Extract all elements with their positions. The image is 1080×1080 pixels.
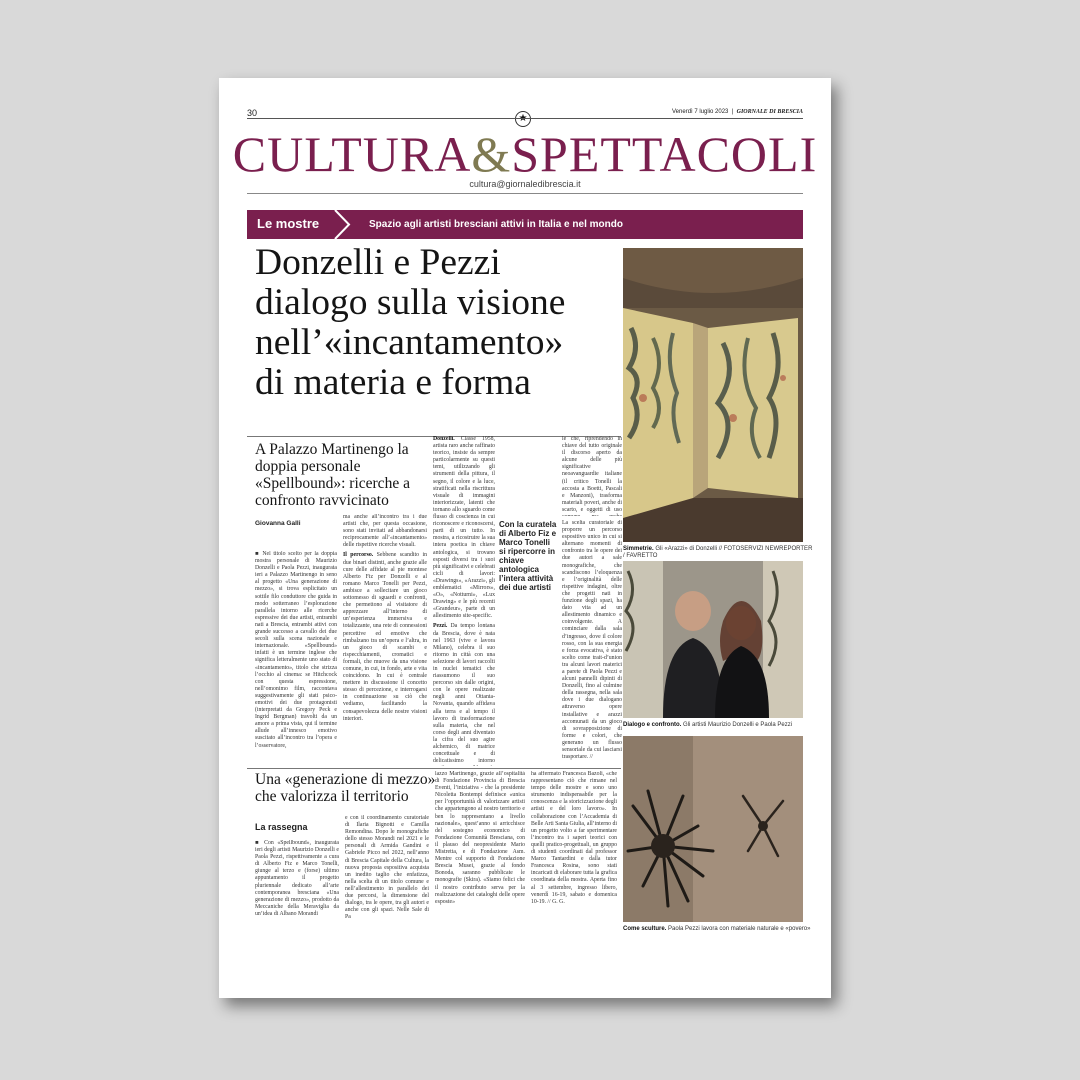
article-column-3 — [433, 436, 495, 766]
masthead-spettacoli: SPETTACOLI — [511, 126, 818, 182]
article-paragraph: ma anche all’incontro tra i due artisti che, per questa occasione, sono stati invitati ad abbandonarsi reciprocamente all’«incantamento» delle rispettive ricerche visuali. — [343, 514, 427, 549]
band-label: Le mostre — [257, 216, 320, 231]
caption-text: Gli «Arazzi» di Donzelli // FOTOSERVIZI NEWREPORTER / FAVRETTO — [623, 546, 813, 559]
pull-quote: Con la curatela di Alberto Fiz e Marco Tonelli si ripercorre in chiave antologica l’intera attività dei due artisti — [499, 520, 557, 592]
newspaper-page — [219, 78, 831, 998]
caption-photo-arazzi — [623, 546, 813, 560]
masthead-cultura: CULTURA — [232, 126, 472, 182]
paragraph-lead: Pezzi. — [433, 623, 448, 630]
photo-sculpture — [623, 736, 803, 922]
headline-line: dialogo sulla visione — [255, 282, 566, 323]
section-email: cultura@giornaledibrescia.it — [469, 179, 581, 189]
article-paragraph: Sebbene scandito in due binari distinti, anche grazie alle cure delle affidate al pie montese Alberto Fiz per Donzelli e al romano Marco Tonelli per Pezzi, ambisce a sollecitare un gioco sottomesso di sguardi e confronti, che permettono al visitatore di apprezzare all’interno di un’esperienza immersiva e totalizzante, una rete di connessioni percettive ed emotive che rimbalzano tra un’opera e l’altra, in un gioco di scambi e rispecchiamenti, cromatici e formali, che muove da una visione comune, in cui, in fondo, arte e vita coincidono. In cui è centrale mettere in discussione il concetto stesso di percezione, e interrogarsi in continuazione su ciò che vediamo, facilitando la consapevolezza delle nostre visioni interiori. — [343, 552, 427, 722]
photo-artists — [623, 561, 803, 718]
section-masthead — [219, 128, 831, 180]
article-paragraph: ■ Nel titolo scelto per la doppia mostra personale di Maurizio Donzelli e Paola Pezzi, inaugurata ieri a Palazzo Martinengo in seno al progetto «Una generazione di mezzo», si trova esplicitato un sottile filo conduttore che guida in modo sotterraneo l’esplorazione parallela intorno alle ricerche espressive dei due artisti, entrambi nati a Brescia, entrambi attivi con grande successo a cavallo dei due secoli sulla scena nazionale e internazionale. «Spellbound» infatti è un termine inglese che significa letteralmente uno stato di «incantamento», titolo che strizza l’occhio al cinema: se Hitchcock con questa espressione, nell’omonimo film, raccontava suggestivamente gli stati psico-emotivi dei due protagonisti (interpretati da Gregory Peck e Ingrid Bergman) travolti da un amore a prima vista, qui il termine allude all’innesco emotivo suscitato all’incontro tra l’opera e l’osservatore, — [255, 551, 337, 749]
article-paragraph: e con il coordinamento curatoriale di Ilaria Bignotti e Camilla Remondina. Dopo le monografiche dello stesso Morandi nel 2021 e le personali di Armida Gandini e Gabriele Picco nel 2022, nell’anno di Brescia Capitale della Cultura, la nuova proposta espositiva acquista un inedito taglio che enfatizza, nella scelta di un titolo comune e nell’allestimento in parallelo dei due percorsi, la dimensione del dialogo, tra le opere, tra gli autori e anche con gli spazi. Nelle Sale di Pa — [345, 815, 429, 921]
article-paragraph: Classe 1958, artista raro anche raffinato teorico, insiste da sempre particolarmente su questi temi, utilizzando gli strumenti della pittura, il segno, il colore e la luce, stratificati nella riscrittura visuale di immagini interiorizzate, latenti che tornano allo sguardo come flusso di coscienza in cui riconoscere e riconoscersi, parti di un tutto. In mostra, a ricostruire la sua intera poetica in chiave antologica, si trovano esposti diversi tra i suoi più significativi e celebrati cicli di lavori: «Drawings», «Arazzi», gli emblematici «Mirrors», «O», «Notturni», «Lux Drawing» e le più recenti «Grandeur», parte di un allestimento site-specific. — [433, 436, 495, 620]
second-article-column-1 — [255, 840, 339, 952]
paragraph-lead: Il percorso. — [343, 552, 374, 559]
article-paragraph: lazzo Martinengo, grazie all’ospitalità di Fondazione Provincia di Brescia Eventi, l’iniziativa - che la presidente Nicoletta Bontempi definisce «unica per l’opportunità di valorizzare artisti che appartengono al nostro territorio e ben lo rappresentano a livello nazionale», quest’anno si arricchisce del sostegno economico di Fondazione Comunità Bresciana, con il plauso del neopresidente Mario Mistretta, e di Fondazione Asm. Mentre col supporto di Fondazione Brescia Musei, grazie al fondo Bonoda, saranno pubblicate le monografie (Skira). «Siamo felici che il nostro contributo serva per la realizzazione dei cataloghi delle opere esposte» — [435, 771, 525, 905]
second-article-column-3 — [435, 771, 525, 953]
article-headline — [255, 243, 625, 403]
caption-lead: Simmetrie. — [623, 546, 654, 552]
article-paragraph: ■ Con «Spellbound», inaugurata ieri degli artisti Maurizio Donzelli e Paola Pezzi, rispettivamente a cura di Alberto Fiz e Marco Tonelli, giunge al terzo e (forse) ultimo appuntamento il progetto pluriennale dedicato all’arte contemporanea bresciana «Una generazione di mezzo», prodotto da Meccaniche della Meraviglia da un’idea di Albano Morandi — [255, 840, 339, 917]
headline-line: nell’«incantamento» — [255, 322, 564, 363]
photo-arazzi — [623, 248, 803, 542]
article-column-5 — [562, 520, 622, 768]
second-article-kicker: La rassegna — [255, 822, 308, 832]
headline-line: Donzelli e Pezzi — [255, 242, 501, 283]
article-column-2 — [343, 514, 427, 764]
caption-photo-artists — [623, 722, 813, 729]
second-article-column-4 — [531, 771, 617, 953]
band-arrow-separator — [333, 210, 373, 239]
second-article-subhead: Una «generazione di mezzo» che valorizza il territorio — [255, 771, 436, 805]
caption-text: Paola Pezzi lavora con materiale naturale e «povero» — [668, 926, 811, 932]
paragraph-lead: Donzelli. — [433, 436, 455, 442]
band-subtitle: Spazio agli artisti bresciani attivi in Italia e nel mondo — [369, 219, 623, 230]
page-date-line: Venerdì 7 luglio 2023 | GIORNALE DI BRESCIA — [672, 109, 803, 115]
sculpture-illustration — [623, 736, 803, 922]
article-paragraph: le che, riprendendo in chiave del tutto originale il discorso aperto da alcune delle più significative neoavanguardie italiane (il critico Tonelli la accosta a Boetti, Pascali e Manzoni), trasforma materiali poveri, anche di scarto, e oggetti di uso — [562, 436, 622, 513]
article-paragraph: La scelta curatoriale di proporre un percorso espositivo unico in cui si alternano momenti di confronto tra le opere dei due autori a sale monografiche, che scandiscono l’eloquenza e l’originalità delle rispettive indagini, oltre che progetti nati in funzione degli spazi, ha dato vita ad un allestimento dinamico e coinvolgente. A cominciare dalla sala d’ingresso, dove il colore rosso, con la sua energia e forza evocativa, è stato scelto come trait-d’union tra alcuni lavori materici a parete di Paola Pezzi e alcuni pannelli dipinti di Donzelli, fino al culmine della rassegna, nella sala dove i due dialogano attraverso opere installative e arazzi accomunati da un gioco di sovrapposizione di forme e colori, che generano un flusso sensoriale da cui lasciarsi trasportare. // — [562, 520, 622, 761]
caption-photo-sculpture — [623, 926, 813, 933]
article-column-4 — [562, 436, 622, 516]
masthead-ampersand: & — [471, 126, 512, 182]
caption-lead: Come sculture. — [623, 926, 667, 932]
page-number: 30 — [247, 108, 258, 118]
second-article-column-2 — [345, 815, 429, 953]
article-paragraph: Da tempo lontana da Brescia, dove è nata nel 1963 (vive e lavora Milano), celebra il suo ritorno in città con una selezione di lavori raccolti in nuclei tematici che riassumono il suo percorso sin dalle origini, con le opere realizzate negli anni Ottanta-Novanta, quando affidava alla terra e al tempo il lavoro di trasformazione sulla materia, che nel corso degli anni diventato la cifra del suo agire alchemico, di matrice concettuale e di delicatissimo intorno — [433, 623, 495, 765]
caption-lead: Dialogo e confronto. — [623, 722, 682, 728]
star-icon — [515, 111, 531, 127]
arazzi-room-illustration — [623, 248, 803, 542]
page-date: Venerdì 7 luglio 2023 — [672, 109, 729, 115]
paper-name: GIORNALE DI BRESCIA — [736, 109, 803, 115]
caption-text: Gli artisti Maurizio Donzelli e Paola Pezzi — [683, 722, 793, 728]
top-rule — [247, 118, 803, 119]
artists-illustration — [623, 561, 803, 718]
article-subhead: A Palazzo Martinengo la doppia personale «Spellbound»: ricerche a confronto ravvicinato — [255, 441, 410, 509]
headline-line: di materia e forma — [255, 362, 531, 403]
article-paragraph: ha affermato Francesca Bazoli, «che rappresentano ciò che rimane nel tempo delle mostre e sono uno strumento indispensabile per la conoscenza e la storicizzazione degli artisti e del loro lavoro». In collaborazione con l’Accademia di Belle Arti Santa Giulia, all’interno di un progetto volto a far sperimentare l’incontro tra i saperi teorici con quelli pratico-progettuali, un gruppo di studenti coordinati dal professor Marco Tantardini e dalla tutor Francesca Rosina, sono stati incaricati di elaborare tutta la grafica coordinata della mostra. Aperta fino al 3 settembre, ingresso libero, venerdì 16-19, sabato e domenica 10-19. // G. G. — [531, 771, 617, 905]
article-byline: Giovanna Galli — [255, 520, 301, 527]
second-article-rule — [247, 768, 621, 769]
masthead-rule — [247, 193, 803, 194]
article-column-1 — [255, 551, 337, 789]
